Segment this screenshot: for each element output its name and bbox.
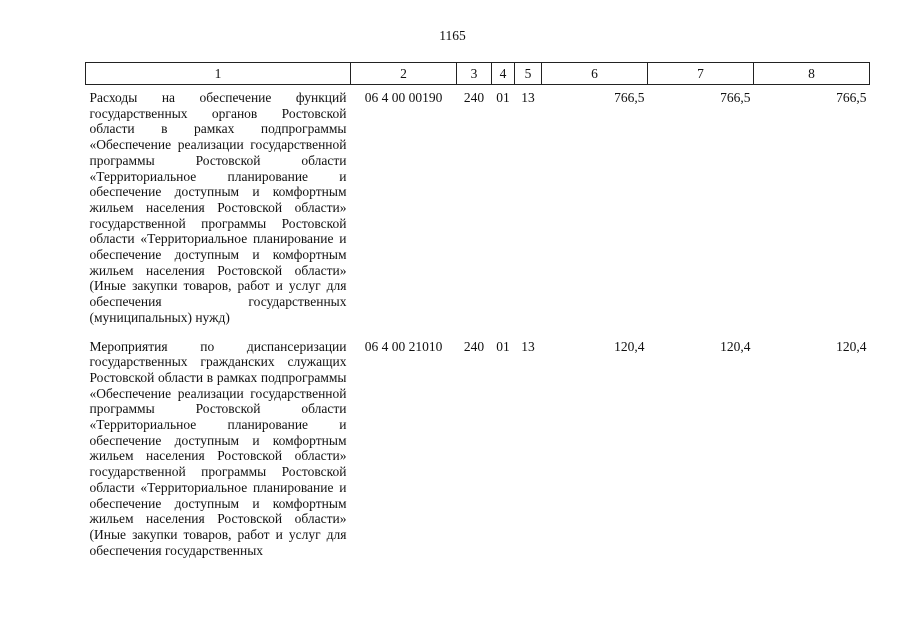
row-description: Расходы на обеспечение функций государственных органов Ростовской области в рамках подпрограммы «Обеспечение реализации государственной программы Ростовской области «Территориальное планирование и обеспечение доступным и комфортным жильем населения Ростовской области» государственной программы Ростовской области «Территориальное планирование и обеспечение доступным и комфортным жильем населения Ростовской области» (Иные закупки товаров, работ и услуг для обеспечения государственных (муниципальных) нужд) bbox=[89, 90, 347, 325]
budget-table bbox=[85, 62, 870, 566]
row-section: 01 bbox=[496, 338, 510, 354]
row-amount-col8: 120,4 bbox=[836, 338, 867, 354]
row-expense-type: 240 bbox=[463, 338, 485, 354]
header-col-4: 4 bbox=[492, 63, 515, 85]
row-description: Мероприятия по диспансеризации государственных гражданских служащих Ростовской области в рамках подпрограммы «Обеспечение реализации государственной программы Ростовской области «Территориальное планирование и обеспечение доступным и комфортным жильем населения Ростовской области» государственной программы Ростовской области «Территориальное планирование и обеспечение доступным и комфортным жильем населения Ростовской области» (Иные закупки товаров, работ и услуг для обеспечения государственных bbox=[89, 338, 347, 558]
row-amount-col6: 766,5 bbox=[614, 90, 645, 105]
row-amount-col8: 766,5 bbox=[836, 90, 867, 105]
header-col-8: 8 bbox=[754, 63, 870, 85]
table-row bbox=[86, 85, 870, 334]
row-section: 01 bbox=[496, 90, 510, 105]
header-row bbox=[86, 63, 870, 85]
header-col-5: 5 bbox=[515, 63, 542, 85]
table-row bbox=[86, 334, 870, 567]
header-col-3: 3 bbox=[457, 63, 492, 85]
row-subsection: 13 bbox=[521, 90, 535, 105]
row-amount-col7: 766,5 bbox=[720, 90, 751, 105]
header-col-7: 7 bbox=[648, 63, 754, 85]
header-col-1: 1 bbox=[86, 63, 351, 85]
row-target-code: 06 4 00 21010 bbox=[364, 338, 443, 354]
row-target-code: 06 4 00 00190 bbox=[364, 90, 443, 105]
page-number: 1165 bbox=[439, 28, 466, 43]
row-amount-col6: 120,4 bbox=[614, 338, 645, 354]
header-col-2: 2 bbox=[351, 63, 457, 85]
row-subsection: 13 bbox=[521, 338, 535, 354]
row-expense-type: 240 bbox=[463, 90, 485, 105]
row-amount-col7: 120,4 bbox=[720, 338, 751, 354]
header-col-6: 6 bbox=[542, 63, 648, 85]
